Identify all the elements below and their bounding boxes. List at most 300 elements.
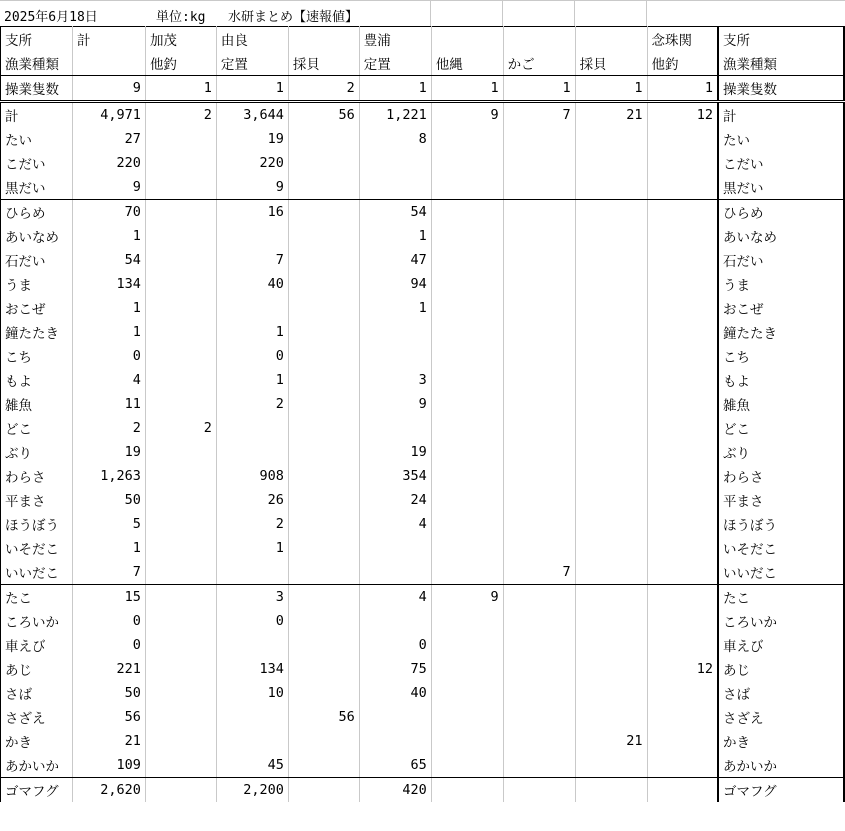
gridline [430, 0, 431, 26]
cell-yura-1: 19 [216, 127, 288, 151]
cell-kamo-1 [145, 320, 216, 344]
cell-toura-1: 0 [359, 633, 431, 657]
cell-branch-label-right: いいだこ [718, 560, 844, 585]
cell-branch-label: ぶり [1, 440, 73, 464]
cell-toura-3 [503, 464, 575, 488]
cell-toura-1: 94 [359, 272, 431, 296]
cell-toura-2 [431, 200, 503, 225]
cell-total: 56 [72, 705, 145, 729]
cell-toura-3: 1 [503, 76, 575, 102]
table-row [1, 609, 845, 633]
cell-branch-label-right: 石だい [718, 248, 844, 272]
cell-toura-1: 1,221 [359, 102, 431, 128]
cell-toura-4 [575, 296, 647, 320]
cell-toura-4 [575, 753, 647, 778]
cell-branch-label-right: おこぜ [718, 296, 844, 320]
cell-branch-label-right: どこ [718, 416, 844, 440]
cell-total: 1,263 [72, 464, 145, 488]
cell-yura-1: 26 [216, 488, 288, 512]
cell-toura-2: 9 [431, 102, 503, 128]
cell-toura-3 [503, 753, 575, 778]
cell-nezugaseki-1 [647, 753, 718, 778]
cell-toura-4 [575, 440, 647, 464]
cell-branch-label-right: 支所 [718, 27, 844, 52]
table-row [1, 536, 845, 560]
cell-toura-1: 24 [359, 488, 431, 512]
cell-branch-label: 石だい [1, 248, 73, 272]
cell-kamo-1: 2 [145, 102, 216, 128]
cell-toura-3 [503, 175, 575, 200]
cell-toura-1 [359, 705, 431, 729]
cell-branch-label-right: かき [718, 729, 844, 753]
cell-branch-label: どこ [1, 416, 73, 440]
cell-kamo-1 [145, 464, 216, 488]
cell-toura-2 [431, 681, 503, 705]
cell-total: 0 [72, 633, 145, 657]
cell-toura-2 [431, 609, 503, 633]
cell-branch-label-right: たい [718, 127, 844, 151]
cell-yura-1: 2 [216, 392, 288, 416]
cell-kamo-1 [145, 729, 216, 753]
table-row [1, 416, 845, 440]
cell-branch-label: いいだこ [1, 560, 73, 585]
cell-yura-2 [288, 296, 359, 320]
cell-toura-4: 21 [575, 102, 647, 128]
cell-kamo-1 [145, 248, 216, 272]
cell-toura-3 [503, 778, 575, 803]
cell-branch-label-right: ひらめ [718, 200, 844, 225]
cell-toura-1: 定置 [359, 51, 431, 76]
cell-nezugaseki-1 [647, 488, 718, 512]
cell-toura-1 [359, 609, 431, 633]
cell-branch-label-right: 漁業種類 [718, 51, 844, 76]
cell-yura-2: 56 [288, 705, 359, 729]
cell-toura-4 [575, 633, 647, 657]
cell-kamo-1: 他釣 [145, 51, 216, 76]
cell-toura-4: 21 [575, 729, 647, 753]
table-row [1, 585, 845, 610]
cell-branch-label: ころいか [1, 609, 73, 633]
cell-total: 9 [72, 175, 145, 200]
cell-toura-2 [431, 633, 503, 657]
cell-kamo-1 [145, 705, 216, 729]
cell-branch-label: ひらめ [1, 200, 73, 225]
cell-branch-label: かき [1, 729, 73, 753]
cell-toura-2 [431, 464, 503, 488]
cell-yura-1: 定置 [216, 51, 288, 76]
cell-branch-label-right: こだい [718, 151, 844, 175]
cell-total: 11 [72, 392, 145, 416]
cell-toura-4 [575, 320, 647, 344]
cell-branch-label-right: さば [718, 681, 844, 705]
sheet-top-border [0, 0, 845, 1]
cell-toura-2 [431, 416, 503, 440]
cell-kamo-1 [145, 200, 216, 225]
cell-nezugaseki-1 [647, 705, 718, 729]
cell-yura-2 [288, 657, 359, 681]
cell-nezugaseki-1: 1 [647, 76, 718, 102]
cell-total: 9 [72, 76, 145, 102]
table-row [1, 392, 845, 416]
cell-toura-1: 65 [359, 753, 431, 778]
cell-kamo-1 [145, 488, 216, 512]
cell-branch-label-right: あじ [718, 657, 844, 681]
cell-toura-4 [575, 151, 647, 175]
cell-kamo-1: 2 [145, 416, 216, 440]
cell-kamo-1 [145, 657, 216, 681]
cell-nezugaseki-1 [647, 344, 718, 368]
cell-kamo-1 [145, 560, 216, 585]
cell-kamo-1 [145, 512, 216, 536]
cell-toura-1: 4 [359, 512, 431, 536]
cell-toura-1 [359, 729, 431, 753]
cell-toura-1 [359, 416, 431, 440]
cell-branch-label: 黒だい [1, 175, 73, 200]
cell-total: 2 [72, 416, 145, 440]
cell-yura-2 [288, 681, 359, 705]
cell-kamo-1 [145, 272, 216, 296]
cell-branch-label-right: さざえ [718, 705, 844, 729]
cell-toura-4: 1 [575, 76, 647, 102]
cell-branch-label: 鐘たたき [1, 320, 73, 344]
cell-toura-1: 1 [359, 296, 431, 320]
table-row [1, 175, 845, 200]
cell-yura-1: 134 [216, 657, 288, 681]
cell-branch-label: たこ [1, 585, 73, 610]
cell-toura-1: 4 [359, 585, 431, 610]
cell-yura-2 [288, 609, 359, 633]
gridline [574, 0, 575, 26]
cell-toura-4 [575, 488, 647, 512]
cell-kamo-1 [145, 440, 216, 464]
cell-toura-1 [359, 175, 431, 200]
row-vessel-count [1, 76, 845, 102]
cell-toura-3 [503, 633, 575, 657]
table-row [1, 368, 845, 392]
cell-branch-label: あいなめ [1, 224, 73, 248]
cell-toura-2 [431, 753, 503, 778]
cell-nezugaseki-1: 他釣 [647, 51, 718, 76]
cell-yura-2 [288, 464, 359, 488]
cell-toura-3 [503, 609, 575, 633]
cell-toura-4 [575, 344, 647, 368]
cell-nezugaseki-1 [647, 416, 718, 440]
table-row [1, 512, 845, 536]
cell-toura-1: 354 [359, 464, 431, 488]
cell-toura-3 [503, 416, 575, 440]
cell-branch-label-right: 計 [718, 102, 844, 128]
cell-toura-1: 1 [359, 224, 431, 248]
table-row [1, 151, 845, 175]
cell-toura-3 [503, 200, 575, 225]
cell-toura-3 [503, 585, 575, 610]
cell-yura-1: 40 [216, 272, 288, 296]
cell-nezugaseki-1 [647, 512, 718, 536]
cell-toura-2 [431, 657, 503, 681]
cell-toura-1: 3 [359, 368, 431, 392]
cell-kamo-1 [145, 681, 216, 705]
cell-branch-label-right: 車えび [718, 633, 844, 657]
cell-toura-4 [575, 705, 647, 729]
cell-toura-2 [431, 248, 503, 272]
cell-branch-label: こち [1, 344, 73, 368]
cell-toura-3: 7 [503, 560, 575, 585]
cell-kamo-1 [145, 296, 216, 320]
cell-toura-3 [503, 440, 575, 464]
cell-yura-1 [216, 440, 288, 464]
cell-toura-4 [575, 416, 647, 440]
table-row [1, 464, 845, 488]
cell-nezugaseki-1 [647, 536, 718, 560]
cell-total: 134 [72, 272, 145, 296]
cell-toura-3 [503, 536, 575, 560]
cell-total: 4,971 [72, 102, 145, 128]
cell-branch-label-right: 黒だい [718, 175, 844, 200]
cell-branch-label: あじ [1, 657, 73, 681]
cell-yura-2 [288, 753, 359, 778]
cell-branch-label-right: わらさ [718, 464, 844, 488]
cell-kamo-1 [145, 585, 216, 610]
cell-yura-1 [216, 296, 288, 320]
cell-toura-4 [575, 657, 647, 681]
cell-toura-1: 47 [359, 248, 431, 272]
cell-branch-label: 操業隻数 [1, 76, 73, 102]
cell-toura-3 [503, 488, 575, 512]
cell-yura-1: 1 [216, 320, 288, 344]
cell-toura-3 [503, 151, 575, 175]
cell-kamo-1 [145, 175, 216, 200]
cell-toura-4 [575, 175, 647, 200]
cell-branch-label-right: こち [718, 344, 844, 368]
cell-toura-2 [431, 392, 503, 416]
cell-kamo-1 [145, 778, 216, 803]
cell-nezugaseki-1 [647, 440, 718, 464]
cell-total: 15 [72, 585, 145, 610]
cell-toura-3 [503, 320, 575, 344]
cell-total: 27 [72, 127, 145, 151]
cell-toura-2 [431, 512, 503, 536]
table-row [1, 224, 845, 248]
cell-yura-1: 7 [216, 248, 288, 272]
cell-kamo-1 [145, 536, 216, 560]
cell-nezugaseki-1: 12 [647, 102, 718, 128]
cell-yura-2 [288, 536, 359, 560]
cell-nezugaseki-1: 念珠関 [647, 27, 718, 52]
cell-yura-2 [288, 778, 359, 803]
cell-yura-1 [216, 729, 288, 753]
cell-yura-2 [288, 27, 359, 52]
table-row [1, 127, 845, 151]
cell-yura-1: 220 [216, 151, 288, 175]
cell-yura-2 [288, 320, 359, 344]
cell-branch-label: おこぜ [1, 296, 73, 320]
table-row [1, 560, 845, 585]
cell-branch-label-right: 雑魚 [718, 392, 844, 416]
cell-toura-2 [431, 27, 503, 52]
cell-nezugaseki-1: 12 [647, 657, 718, 681]
gridline [502, 0, 503, 26]
cell-toura-2 [431, 560, 503, 585]
cell-branch-label: わらさ [1, 464, 73, 488]
cell-yura-1: 0 [216, 609, 288, 633]
cell-yura-1: 3 [216, 585, 288, 610]
cell-total: 4 [72, 368, 145, 392]
cell-kamo-1: 1 [145, 76, 216, 102]
cell-toura-1: 9 [359, 392, 431, 416]
cell-total [72, 51, 145, 76]
cell-toura-3 [503, 127, 575, 151]
cell-kamo-1: 加茂 [145, 27, 216, 52]
cell-yura-1: 2,200 [216, 778, 288, 803]
cell-toura-4 [575, 681, 647, 705]
cell-branch-label: ゴマフグ [1, 778, 73, 803]
cell-branch-label-right: あかいか [718, 753, 844, 778]
cell-toura-4 [575, 392, 647, 416]
cell-branch-label: うま [1, 272, 73, 296]
cell-toura-2: 他縄 [431, 51, 503, 76]
cell-nezugaseki-1 [647, 127, 718, 151]
cell-toura-1: 420 [359, 778, 431, 803]
cell-yura-1 [216, 224, 288, 248]
table-row [1, 705, 845, 729]
cell-yura-2 [288, 729, 359, 753]
cell-toura-3 [503, 272, 575, 296]
cell-total: 54 [72, 248, 145, 272]
table-row [1, 681, 845, 705]
cell-toura-2 [431, 778, 503, 803]
cell-branch-label-right: ぶり [718, 440, 844, 464]
cell-toura-3 [503, 248, 575, 272]
cell-yura-1: 45 [216, 753, 288, 778]
cell-total: 221 [72, 657, 145, 681]
cell-yura-2 [288, 440, 359, 464]
cell-total: 1 [72, 224, 145, 248]
cell-nezugaseki-1 [647, 681, 718, 705]
cell-toura-2 [431, 368, 503, 392]
cell-total: 7 [72, 560, 145, 585]
cell-toura-1: 40 [359, 681, 431, 705]
cell-branch-label-right: 操業隻数 [718, 76, 844, 102]
cell-total: 50 [72, 681, 145, 705]
header-row-branch [1, 27, 845, 52]
cell-total: 19 [72, 440, 145, 464]
cell-yura-1: 0 [216, 344, 288, 368]
cell-yura-1: 16 [216, 200, 288, 225]
cell-toura-1: 19 [359, 440, 431, 464]
cell-toura-1 [359, 151, 431, 175]
cell-yura-2 [288, 368, 359, 392]
cell-yura-2 [288, 248, 359, 272]
cell-nezugaseki-1 [647, 368, 718, 392]
table-row [1, 272, 845, 296]
cell-yura-2 [288, 392, 359, 416]
cell-yura-1: 908 [216, 464, 288, 488]
cell-branch-label: こだい [1, 151, 73, 175]
cell-nezugaseki-1 [647, 560, 718, 585]
cell-total: 0 [72, 609, 145, 633]
cell-nezugaseki-1 [647, 320, 718, 344]
cell-nezugaseki-1 [647, 464, 718, 488]
cell-yura-2 [288, 200, 359, 225]
cell-toura-3 [503, 368, 575, 392]
cell-yura-2 [288, 488, 359, 512]
cell-toura-4 [575, 248, 647, 272]
catch-table [0, 26, 845, 802]
cell-toura-1: 54 [359, 200, 431, 225]
cell-yura-2: 採貝 [288, 51, 359, 76]
cell-nezugaseki-1 [647, 248, 718, 272]
cell-yura-2 [288, 633, 359, 657]
cell-branch-label: 平まさ [1, 488, 73, 512]
cell-toura-4 [575, 536, 647, 560]
cell-toura-1 [359, 560, 431, 585]
report-date: 2025年6月18日 [4, 10, 98, 25]
cell-toura-3: 7 [503, 102, 575, 128]
unit-label: 単位:kg [156, 10, 206, 25]
cell-toura-2 [431, 175, 503, 200]
cell-yura-2 [288, 224, 359, 248]
cell-yura-1: 2 [216, 512, 288, 536]
cell-toura-4 [575, 27, 647, 52]
cell-branch-label: 雑魚 [1, 392, 73, 416]
cell-yura-1: 3,644 [216, 102, 288, 128]
table-row [1, 200, 845, 225]
cell-toura-1: 8 [359, 127, 431, 151]
cell-toura-4 [575, 464, 647, 488]
table-row [1, 488, 845, 512]
cell-branch-label: もよ [1, 368, 73, 392]
cell-branch-label-right: ゴマフグ [718, 778, 844, 803]
cell-yura-2 [288, 344, 359, 368]
cell-branch-label: 車えび [1, 633, 73, 657]
cell-kamo-1 [145, 368, 216, 392]
cell-toura-4 [575, 127, 647, 151]
cell-kamo-1 [145, 344, 216, 368]
cell-toura-2 [431, 272, 503, 296]
cell-yura-1 [216, 416, 288, 440]
cell-toura-3 [503, 224, 575, 248]
cell-nezugaseki-1 [647, 729, 718, 753]
table-row [1, 778, 845, 803]
cell-total: 5 [72, 512, 145, 536]
cell-toura-4 [575, 224, 647, 248]
cell-yura-2: 56 [288, 102, 359, 128]
cell-yura-1: 1 [216, 536, 288, 560]
cell-yura-2 [288, 560, 359, 585]
header-row-method [1, 51, 845, 76]
cell-yura-1: 9 [216, 175, 288, 200]
cell-branch-label-right: ころいか [718, 609, 844, 633]
cell-yura-1: 10 [216, 681, 288, 705]
cell-nezugaseki-1 [647, 296, 718, 320]
cell-total: 109 [72, 753, 145, 778]
cell-yura-1 [216, 560, 288, 585]
cell-yura-1: 由良 [216, 27, 288, 52]
cell-toura-2 [431, 127, 503, 151]
cell-toura-2 [431, 705, 503, 729]
cell-branch-label: ほうぼう [1, 512, 73, 536]
cell-toura-2 [431, 729, 503, 753]
cell-yura-2 [288, 416, 359, 440]
cell-toura-4 [575, 512, 647, 536]
cell-toura-1 [359, 320, 431, 344]
cell-nezugaseki-1 [647, 224, 718, 248]
cell-total: 1 [72, 296, 145, 320]
table-row [1, 344, 845, 368]
cell-kamo-1 [145, 224, 216, 248]
cell-toura-3 [503, 657, 575, 681]
cell-toura-4 [575, 560, 647, 585]
